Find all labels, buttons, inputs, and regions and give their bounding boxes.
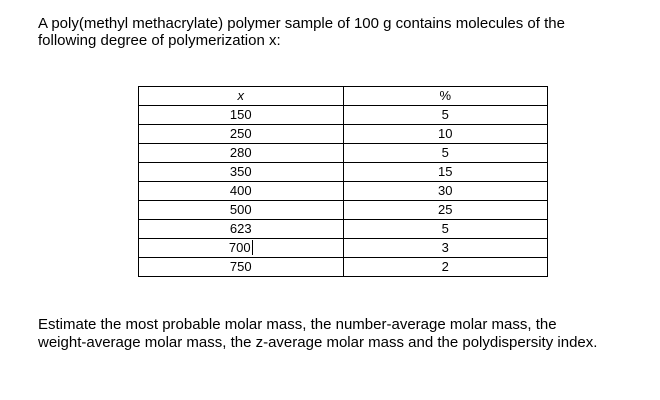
header-percent: %: [343, 87, 548, 106]
cell-x: 750: [139, 258, 344, 277]
table-row: [139, 220, 548, 239]
cell-x: 400: [139, 182, 344, 201]
cell-percent: 30: [343, 182, 548, 201]
cell-x: 150: [139, 106, 344, 125]
cell-x: 280: [139, 144, 344, 163]
cell-percent: 25: [343, 201, 548, 220]
cell-percent: 5: [343, 106, 548, 125]
table-row: [139, 125, 548, 144]
question-line-1: Estimate the most probable molar mass, the number-average molar mass, the: [38, 316, 557, 333]
cell-percent: 2: [343, 258, 548, 277]
table-row: [139, 144, 548, 163]
header-x: x: [139, 87, 344, 106]
table-header-row: [139, 87, 548, 106]
question-line-2: weight-average molar mass, the z-average molar mass and the polydispersity index.: [38, 334, 598, 351]
table-row: [139, 258, 548, 277]
table-row: [139, 239, 548, 258]
table-row: [139, 106, 548, 125]
cell-percent: 5: [343, 220, 548, 239]
cell-x: 500: [139, 201, 344, 220]
polymerization-table: [138, 86, 548, 277]
cell-x: 250: [139, 125, 344, 144]
cell-percent: 3: [343, 239, 548, 258]
cell-x: 350: [139, 163, 344, 182]
table-row: [139, 182, 548, 201]
table-row: [139, 201, 548, 220]
intro-line-1: A poly(methyl methacrylate) polymer sample of 100 g contains molecules of the: [38, 15, 565, 32]
cell-x-editing: 700: [228, 240, 251, 255]
cell-percent: 10: [343, 125, 548, 144]
problem-intro: [38, 15, 638, 49]
table-row: [139, 163, 548, 182]
cell-x[interactable]: [139, 239, 344, 258]
cell-percent: 15: [343, 163, 548, 182]
problem-question: [38, 316, 648, 352]
cell-percent: 5: [343, 144, 548, 163]
cell-x: 623: [139, 220, 344, 239]
intro-line-2: following degree of polymerization x:: [38, 32, 281, 49]
